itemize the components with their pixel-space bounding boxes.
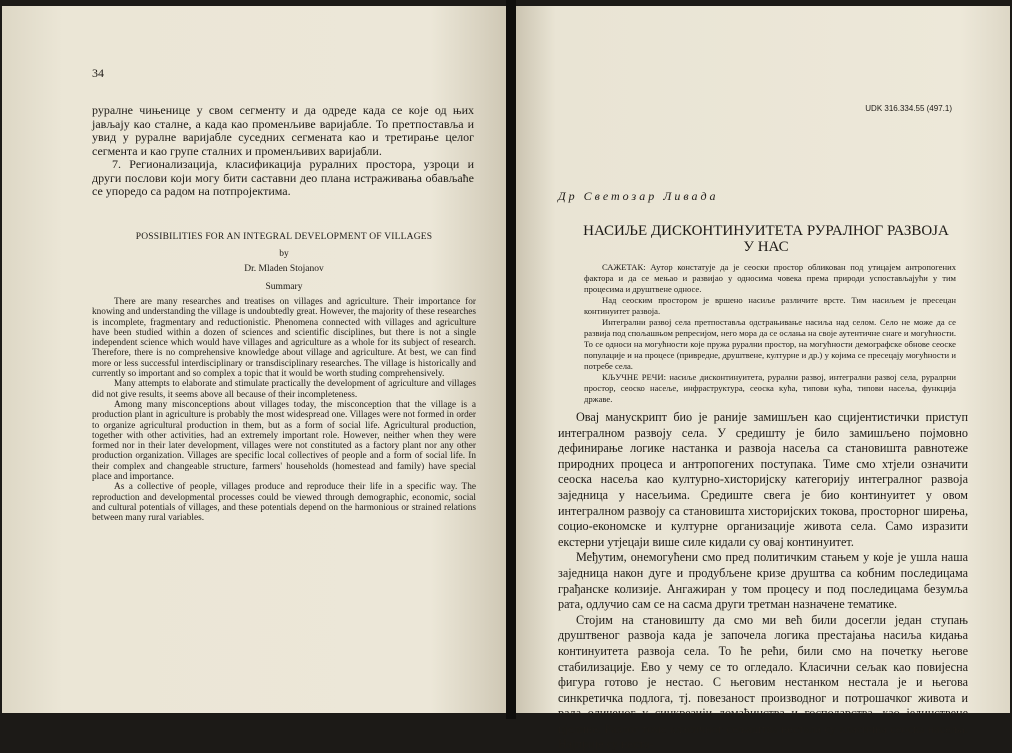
- summary-paragraph: Many attempts to elaborate and stimulate practically the development of agriculture and villages did not give results, it seems above all because of their incompleteness.: [92, 379, 476, 400]
- abstract-paragraph: САЖЕТАК: Аутор констатује да је сеоски простор обликован под утицајем антропогених фактора и да се мењао и развијао у односима човека према природи успостављајући у тим процесима и друштвене односе.: [584, 262, 956, 294]
- summary-author: Dr. Mladen Stojanov: [244, 264, 324, 274]
- abstract-paragraph: Над сеоским простором је вршено насиље различите врсте. Тим насиљем је пресецан континуитет развоја.: [584, 295, 956, 316]
- abstract: [584, 262, 956, 405]
- abstract-paragraph: Интегрални развој села претпоставља одстрањивање насиља над селом. Село не може да се развија под спољашњом репресијом, него мора да се ослања на своје аутентичне снаге и могућности. То се односи на могућности које пружа рурални простор, на могућности демографске обнове сеоске популације и на процесе (привредне, друштвене, културне и др.) у којима се пресецају могућности и потребе села.: [584, 317, 956, 371]
- book-gutter: [506, 0, 516, 719]
- left-page: [2, 6, 506, 713]
- title-line: У НАС: [743, 239, 789, 255]
- title-line: НАСИЉЕ ДИСКОНТИНУИТЕТА РУРАЛНОГ РАЗВОЈА: [583, 223, 949, 239]
- body-paragraph: Овај манускрипт био је раније замишљен као сцијентистички приступ интегралном развоју села. У средишту је било замишљено појмовно дефинирање логике настанка и развоја насеља са становишта равнотеже природних процеса и антропогених поступака. Тиме смо хтјели означити сеоска насеља као културно-хисторијску категорију интегралног развоја заједница у насељима. Средиште свега је био континуитет у овом интегралном развоју са становишта хисторијских токова, просторног ширења, социо-економске и културне организације живота села. Само изразити екстерни утјецаји више силе кидали су овај континуитет.: [558, 410, 968, 549]
- summary-paragraph: There are many researches and treatises on villages and agriculture. Their importance for knowing and understanding the village is undoubtedly great. However, the majority of these researches is incomplete, fragmentary and reductionistic. Phenomena connected with villages and agriculture have been studied within a dozen of sciences and scientific disciplines, but there is not a single independent science which would have villages and agriculture as a whole for its subject of research. Therefore, there is no comprehensive knowledge about village and agriculture. At best, we can find more or less successful interdisciplinary or transdisciplinary researches. The village is historically and currently so important and so complex a topic that it would be worth studing comprehensively.: [92, 297, 476, 380]
- udk-code: UDK 316.334.55 (497.1): [865, 104, 952, 113]
- body-paragraph: Међутим, онемогућени смо пред политичким стањем у које је ушла наша заједница након дуге и продубљене кризе друштва са кобним последицама грађанске колизије. Ангажиран у том процесу и под последицама безумља рата, одлучио сам се на сасма други третман назначене тематике.: [558, 550, 968, 612]
- summary-paragraph: Among many misconceptions about villages today, the misconception that the village is a production plant in agriculture is probably the most widespread one. Villages were not formed in order to organize agricultural production in them, but as a form of social life. Agricultural production, together with other activities, had an extremely important role. However, neither when they were formed nor in their later development, villages were not constituted as a factory plant nor any other production organization. Villages are specific local collectives of people and a form of social life. In their complex and changeable structure, farmers' households (homestead and family) have special place and importance.: [92, 399, 476, 483]
- article-title: [556, 223, 976, 255]
- article-body: [558, 410, 968, 753]
- keywords: КЉУЧНЕ РЕЧИ: насиље дисконтинуитета, рурални развој, интегрални развој села, руралрни простор, сеоско насеље, инфраструктура, сеоска кућа, типови кућа, типови насеља, функција државе.: [584, 372, 956, 404]
- body-paragraph: Стојим на становишту да смо ми већ били досегли један ступањ друштвеног развоја када је започела логика престајања насиља кидања континуитета развоја села. То ће рећи, били смо на почетку његове стабилизације. Ево у чему се то огледало. Класични сељак као повијесна фигура готово је нестао. С његовим нестанком нестала је и његова синкретичка подлога, тј. повезаност производног и потрошачког живота и рада оличеног у синкрезији домаћинства и господарства, као јединствене цјелине. Разлог томе класичног сељаштва нестала су класична сеоска насеља. Најприје су неста-: [558, 612, 968, 752]
- right-page: [516, 6, 1010, 752]
- summary-by: by: [279, 249, 289, 259]
- article-author: Др Светозар Ливада: [558, 189, 719, 203]
- continued-text: [92, 104, 474, 199]
- summary-body: [92, 297, 476, 524]
- paragraph: 7. Регионализација, класификација руралних простора, узроци и други послови који могу бити саставни део плана истраживања обављаће се упоредо са радом на потпројектима.: [92, 157, 474, 198]
- summary-paragraph: As a collective of people, villages produce and reproduce their life in a specific way. The reproduction and developmental processes could be viewed through demographic, economic, social and cultural potentials of villages, and these potentials depend on the harmonious or strained relations between many rural variables.: [92, 482, 476, 524]
- page-number: 34: [92, 66, 104, 80]
- summary-heading: Summary: [265, 282, 303, 292]
- summary-title: POSSIBILITIES FOR AN INTEGRAL DEVELOPMENT OF VILLAGES: [135, 232, 433, 242]
- paragraph: руралне чињенице у свом сегменту и да одреде када се које од њих јављају као сталне, а када као променљиве варијабле. То претпоставља и увид у руралне варијабле суседних сегмената као и третирање целог сегмента и као групе сталних и променљивих варијабли.: [92, 103, 474, 158]
